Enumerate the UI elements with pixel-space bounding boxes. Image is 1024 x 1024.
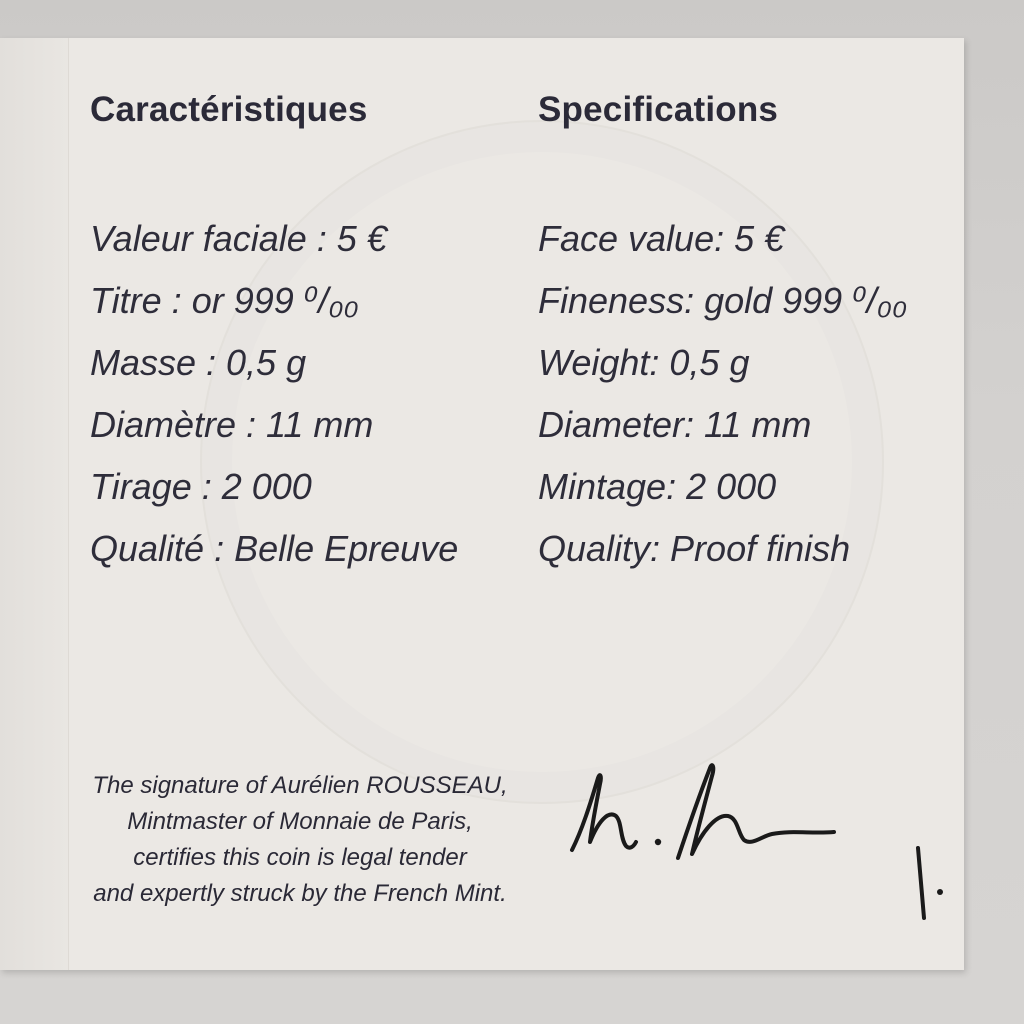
spec-face-value-en: Face value: 5 €	[538, 218, 785, 259]
spec-weight-fr: Masse : 0,5 g	[90, 342, 307, 383]
certification-line: Mintmaster of Monnaie de Paris,	[127, 808, 473, 835]
english-heading: Specifications	[538, 90, 779, 129]
french-heading: Caractéristiques	[90, 90, 368, 129]
spec-fineness-fr: Titre : or 999 ⁰/₀₀	[90, 280, 359, 321]
spec-face-value-fr: Valeur faciale : 5 €	[90, 218, 387, 259]
spec-diameter-en: Diameter: 11 mm	[538, 404, 812, 445]
certification-line: and expertly struck by the French Mint.	[93, 880, 507, 907]
certification-line: certifies this coin is legal tender	[133, 844, 467, 871]
spec-fineness-en: Fineness: gold 999 ⁰/₀₀	[538, 280, 907, 321]
certification-line: The signature of Aurélien ROUSSEAU,	[92, 772, 508, 799]
spec-quality-fr: Qualité : Belle Epreuve	[90, 528, 459, 569]
mintmaster-signature	[560, 750, 860, 870]
spec-mintage-fr: Tirage : 2 000	[90, 466, 312, 507]
spec-weight-en: Weight: 0,5 g	[538, 342, 750, 383]
spec-mintage-en: Mintage: 2 000	[538, 466, 777, 507]
spec-quality-en: Quality: Proof finish	[538, 528, 851, 569]
certification-text	[60, 768, 540, 912]
french-specifications	[90, 84, 510, 580]
spec-diameter-fr: Diamètre : 11 mm	[90, 404, 374, 445]
pen-mark	[900, 840, 960, 930]
card-fold-edge	[0, 38, 69, 970]
english-specifications	[538, 84, 958, 580]
